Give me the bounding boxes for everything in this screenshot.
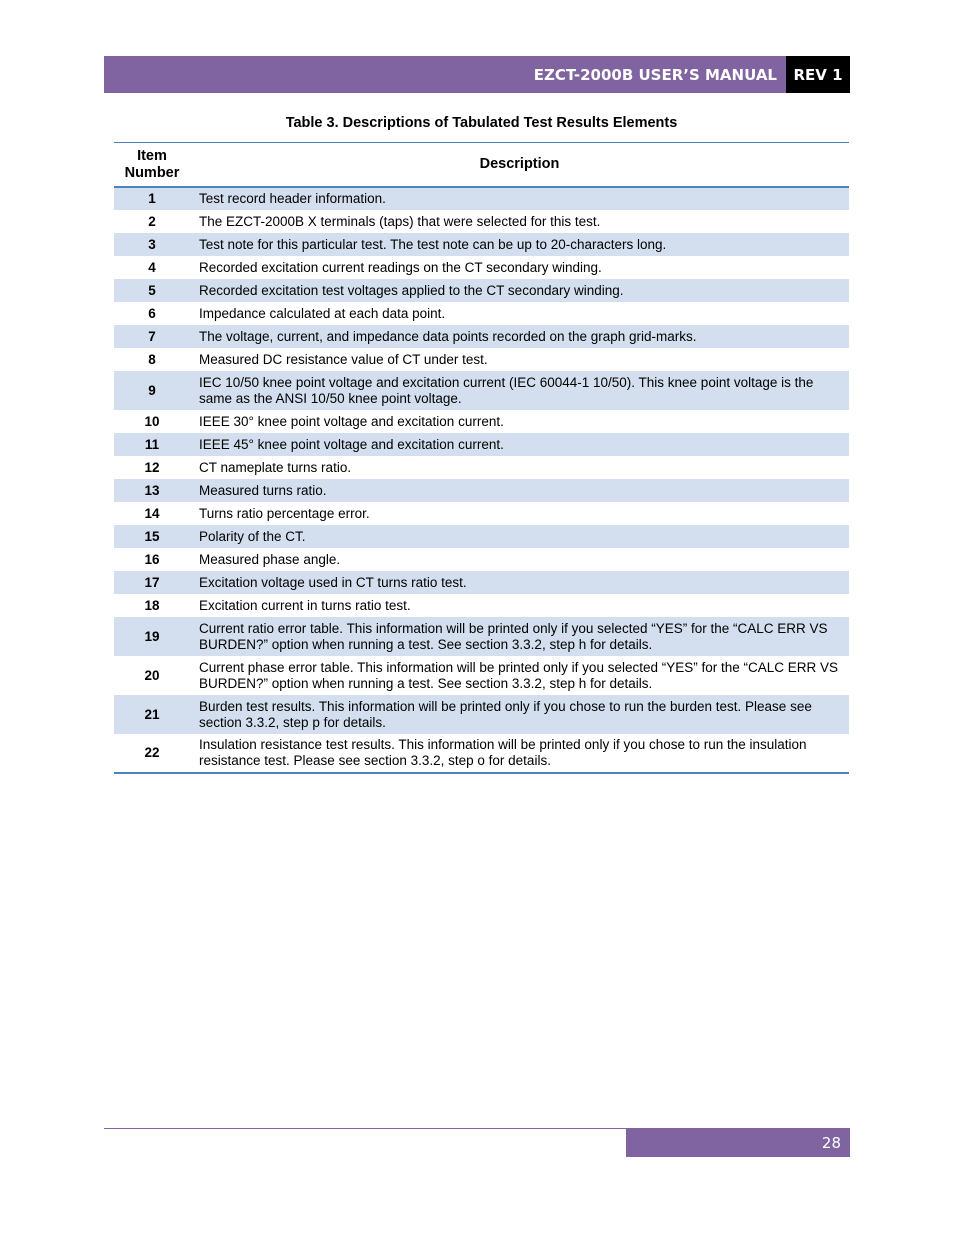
item-number-cell: 17 xyxy=(114,571,190,594)
description-cell: Insulation resistance test results. This information will be printed only if you chose to run the insulation resistance test. Please see section 3.3.2, step o for details. xyxy=(199,737,807,768)
column-header-description: Description xyxy=(190,143,849,188)
manual-title: EZCT-2000B USER’S MANUAL xyxy=(533,65,777,84)
column-header-item-number: Item Number xyxy=(114,143,190,188)
item-number-cell: 16 xyxy=(144,551,160,567)
description-cell: Polarity of the CT. xyxy=(190,525,849,548)
description-cell: The voltage, current, and impedance data points recorded on the graph grid-marks. xyxy=(190,325,849,348)
description-cell: Measured phase angle. xyxy=(199,551,341,567)
description-cell: Current phase error table. This information will be printed only if you selected “YES” for the “CALC ERR VS BURDEN?” option when running a test. See section 3.3.2, step h for details. xyxy=(199,659,839,691)
table-row xyxy=(114,479,849,502)
table-row xyxy=(114,656,849,695)
item-number-cell: 11 xyxy=(114,433,190,456)
item-number-cell: 14 xyxy=(144,505,160,521)
item-number-cell: 3 xyxy=(114,233,190,256)
item-number-cell: 15 xyxy=(114,525,190,548)
description-cell: Recorded excitation current readings on the CT secondary winding. xyxy=(199,259,602,275)
table-row xyxy=(114,410,849,433)
table-row xyxy=(114,502,849,525)
table-row xyxy=(114,594,849,617)
item-number-cell: 8 xyxy=(148,351,156,367)
item-number-cell: 9 xyxy=(114,371,190,410)
item-number-cell: 10 xyxy=(144,413,160,429)
page-header xyxy=(104,56,850,93)
table-body xyxy=(114,187,849,773)
item-number-cell: 22 xyxy=(144,745,160,760)
item-number-cell: 19 xyxy=(114,617,190,656)
item-number-cell: 2 xyxy=(148,213,156,229)
description-cell: CT nameplate turns ratio. xyxy=(199,459,352,475)
table-row xyxy=(114,302,849,325)
item-number-cell: 21 xyxy=(114,695,190,734)
description-cell: Recorded excitation test voltages applied to the CT secondary winding. xyxy=(190,279,849,302)
table-row xyxy=(114,233,849,256)
footer-rule xyxy=(104,1128,626,1129)
description-cell: Turns ratio percentage error. xyxy=(199,505,370,521)
table-row xyxy=(114,348,849,371)
description-cell: Measured turns ratio. xyxy=(190,479,849,502)
table-row xyxy=(114,256,849,279)
description-cell: Excitation current in turns ratio test. xyxy=(199,597,411,613)
item-number-cell: 12 xyxy=(144,459,160,475)
table-row xyxy=(114,734,849,773)
item-number-cell: 5 xyxy=(114,279,190,302)
item-number-cell: 20 xyxy=(144,667,160,683)
table-row xyxy=(114,456,849,479)
table-row xyxy=(114,371,849,410)
table-row xyxy=(114,210,849,233)
table-row xyxy=(114,571,849,594)
table-row xyxy=(114,187,849,210)
table-row xyxy=(114,695,849,734)
table-row xyxy=(114,325,849,348)
revision-badge: REV 1 xyxy=(786,56,850,93)
description-cell: Excitation voltage used in CT turns ratio test. xyxy=(190,571,849,594)
description-cell: Impedance calculated at each data point. xyxy=(199,305,446,321)
item-number-cell: 6 xyxy=(148,305,156,321)
description-cell: Test note for this particular test. The test note can be up to 20-characters long. xyxy=(190,233,849,256)
item-number-cell: 13 xyxy=(114,479,190,502)
table-row xyxy=(114,617,849,656)
description-cell: IEEE 45° knee point voltage and excitation current. xyxy=(190,433,849,456)
table-row xyxy=(114,433,849,456)
description-cell: IEC 10/50 knee point voltage and excitation current (IEC 60044-1 10/50). This knee point voltage is the same as the ANSI 10/50 knee point voltage. xyxy=(190,371,849,410)
table-row xyxy=(114,548,849,571)
item-number-cell: 1 xyxy=(114,187,190,210)
results-elements-table xyxy=(114,142,849,774)
item-number-cell: 7 xyxy=(114,325,190,348)
table-header-row xyxy=(114,143,849,188)
description-cell: Burden test results. This information will be printed only if you chose to run the burden test. Please see section 3.3.2, step p for details. xyxy=(190,695,849,734)
description-cell: IEEE 30° knee point voltage and excitation current. xyxy=(199,413,504,429)
description-cell: Current ratio error table. This information will be printed only if you selected “YES” for the “CALC ERR VS BURDEN?” option when running a test. See section 3.3.2, step h for details. xyxy=(190,617,849,656)
description-cell: The EZCT-2000B X terminals (taps) that were selected for this test. xyxy=(199,213,601,229)
page-number: 28 xyxy=(626,1128,850,1157)
item-number-cell: 4 xyxy=(148,259,156,275)
table-row xyxy=(114,525,849,548)
table-caption: Table 3. Descriptions of Tabulated Test Results Elements xyxy=(285,115,678,131)
description-cell: Test record header information. xyxy=(190,187,849,210)
item-number-cell: 18 xyxy=(144,597,160,613)
description-cell: Measured DC resistance value of CT under test. xyxy=(199,351,488,367)
table-row xyxy=(114,279,849,302)
